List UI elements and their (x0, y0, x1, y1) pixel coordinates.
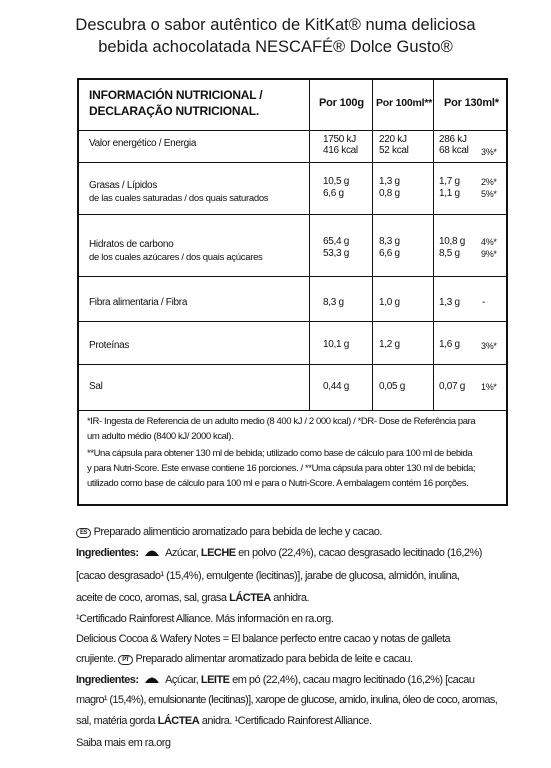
carbs-100g: 65,4 g (323, 236, 350, 247)
sugars-ri: 9%* (481, 249, 497, 259)
protein-100g: 10,1 g (323, 339, 350, 350)
es-ingredients-line (76, 546, 506, 560)
row-saturates-label: de las cuales saturadas / dos quais saturados (89, 193, 269, 204)
row-fat-label: Grasas / Lípidos (89, 180, 158, 191)
pt-allergen-lactea: LÁCTEA (157, 715, 200, 727)
fibre-100g: 8,3 g (323, 297, 344, 308)
row-divider (79, 321, 506, 322)
col-header-100ml: Por 100ml** (376, 97, 433, 109)
salt-ri: 1%* (481, 382, 497, 392)
row-energy-label: Valor energético / Energia (89, 138, 197, 149)
notes-line-2: crujiente. (76, 653, 116, 665)
row-divider (79, 214, 506, 215)
col-divider-2 (372, 80, 373, 410)
header-divider (79, 130, 506, 131)
fibre-130ml: 1,3 g (439, 297, 460, 308)
es-ingredients-line-2: [cacao desgrasado¹ (15,4%), emulgente (lecitinas)], jarabe de glucosa, almidón, inulina, (76, 570, 460, 582)
energy-130ml-kcal: 68 kcal (439, 145, 469, 156)
pt-allergen-leite: LEITE (200, 674, 230, 686)
product-headline (0, 14, 551, 58)
language-badge-pt: PT (118, 655, 133, 665)
carbs-100ml: 8,3 g (379, 236, 400, 247)
energy-ri: 3%* (481, 147, 497, 157)
es-certification: ¹Certificado Rainforest Alliance. Más información en ra.org. (76, 613, 334, 625)
es-ingredients-part: en polvo (22,4%), cacao desgrasado lecitinado (16,2%) (235, 547, 482, 559)
es-allergen-leche: LECHE (200, 547, 236, 559)
milk-drop-icon (144, 548, 160, 556)
pt-intro-text: Preparado alimentar aromatizado para bebida de leite e cacau. (135, 653, 413, 665)
salt-100ml: 0,05 g (379, 381, 406, 392)
energy-100ml-kj: 220 kJ (379, 134, 407, 145)
fibre-100ml: 1,0 g (379, 297, 400, 308)
saturates-ri: 5%* (481, 189, 497, 199)
es-ingredients-line-3 (76, 591, 506, 605)
notes-line-1: Delicious Cocoa & Wafery Notes = El balance perfecto entre cacao y notas de galleta (76, 633, 451, 645)
protein-130ml: 1,6 g (439, 339, 460, 350)
carbs-130ml: 10,8 g (439, 236, 466, 247)
col-header-130ml: Por 130ml* (444, 97, 499, 109)
sugars-100g: 53,3 g (323, 248, 350, 259)
energy-100g-kcal: 416 kcal (323, 145, 358, 156)
energy-130ml-kj: 286 kJ (439, 134, 467, 145)
fat-100ml: 1,3 g (379, 176, 400, 187)
nutrition-table (77, 78, 508, 506)
row-divider (79, 276, 506, 277)
pt-ingredients-line (76, 673, 506, 687)
footnote-line: utilizado como base de cálculo para 100 ml e para o Nutri-Score. A embalagem contém 16 porções. (87, 478, 469, 489)
language-badge-es: ES (76, 528, 91, 538)
fat-130ml: 1,7 g (439, 176, 460, 187)
table-title-es: INFORMACIÓN NUTRICIONAL / (89, 88, 263, 102)
footnote-line: y para Nutri-Score. Este envase contiene 16 porciones. / **Uma cápsula para obter 130 ml de bebida; (87, 463, 476, 474)
es-ingredients-part: Azúcar, (165, 547, 201, 559)
es-allergen-lactea: LÁCTEA (229, 592, 271, 604)
salt-100g: 0,44 g (323, 381, 350, 392)
footnote-divider (79, 410, 506, 411)
col-header-100g: Por 100g (319, 97, 364, 109)
es-intro-line (76, 525, 506, 539)
row-protein-label: Proteínas (89, 340, 130, 351)
energy-100ml-kcal: 52 kcal (379, 145, 409, 156)
pt-ingredients-part: sal, matéria gorda (76, 715, 158, 727)
pt-ingredients-part: Açúcar, (165, 674, 201, 686)
es-ingredients-part: aceite de coco, aromas, sal, grasa (76, 592, 230, 604)
pt-intro-line (76, 652, 506, 666)
pt-ingredients-part: em pó (22,4%), cacau magro lecitinado (16,2%) [cacau (229, 674, 475, 686)
table-title-pt: DECLARAÇÃO NUTRICIONAL. (89, 104, 260, 118)
es-intro-text: Preparado alimenticio aromatizado para bebida de leche y cacao. (93, 526, 382, 538)
row-carbs-label: Hidratos de carbono (89, 239, 174, 250)
sugars-100ml: 6,6 g (379, 248, 400, 259)
headline-line-2: bebida achocolatada NESCAFÉ® Dolce Gusto® (98, 38, 453, 56)
row-divider (79, 364, 506, 365)
col-divider-1 (309, 80, 310, 410)
es-ingredients-label: Ingredientes: (76, 547, 139, 559)
sugars-130ml: 8,5 g (439, 248, 460, 259)
saturates-100g: 6,6 g (323, 188, 344, 199)
pt-ingredients-line-3 (76, 714, 506, 728)
footnote-line: **Una cápsula para obtener 130 ml de bebida; utilizado como base de cálculo para 100 ml de bebida (87, 448, 473, 459)
pt-more-info: Saiba mais em ra.org (76, 737, 171, 749)
saturates-130ml: 1,1 g (439, 188, 460, 199)
fat-100g: 10,5 g (323, 176, 350, 187)
carbs-ri: 4%* (481, 237, 497, 247)
salt-130ml: 0,07 g (439, 381, 466, 392)
energy-100g-kj: 1750 kJ (323, 134, 356, 145)
fat-ri: 2%* (481, 177, 497, 187)
footnote-line: *IR- Ingesta de Referencia de un adulto medio (8 400 kJ / 2 000 kcal) / *DR- Dose de Referência para (87, 416, 476, 427)
saturates-100ml: 0,8 g (379, 188, 400, 199)
row-divider (79, 162, 506, 163)
fibre-ri: - (482, 297, 486, 308)
col-divider-3 (433, 80, 434, 410)
es-ingredients-part: anhidra. (270, 592, 310, 604)
milk-drop-icon (144, 675, 160, 683)
footnote-line: um adulto médio (8400 kJ/ 2000 kcal). (87, 431, 234, 442)
protein-100ml: 1,2 g (379, 339, 400, 350)
row-sugars-label: de los cuales azúcares / dos quais açúcares (89, 252, 263, 263)
protein-ri: 3%* (481, 341, 497, 351)
pt-ingredients-line-2: magro¹ (15,4%), emulsionante (lecitinas)], xarope de glucose, amido, inulina, óleo de coco, aromas, (76, 694, 498, 706)
pt-ingredients-label: Ingredientes: (76, 674, 139, 686)
row-salt-label: Sal (89, 381, 103, 392)
headline-line-1: Descubra o sabor autêntico de KitKat® numa deliciosa (75, 16, 476, 34)
row-fibre-label: Fibra alimentaria / Fibra (89, 297, 188, 308)
pt-ingredients-part: anidra. ¹Certificado Rainforest Alliance. (199, 715, 372, 727)
